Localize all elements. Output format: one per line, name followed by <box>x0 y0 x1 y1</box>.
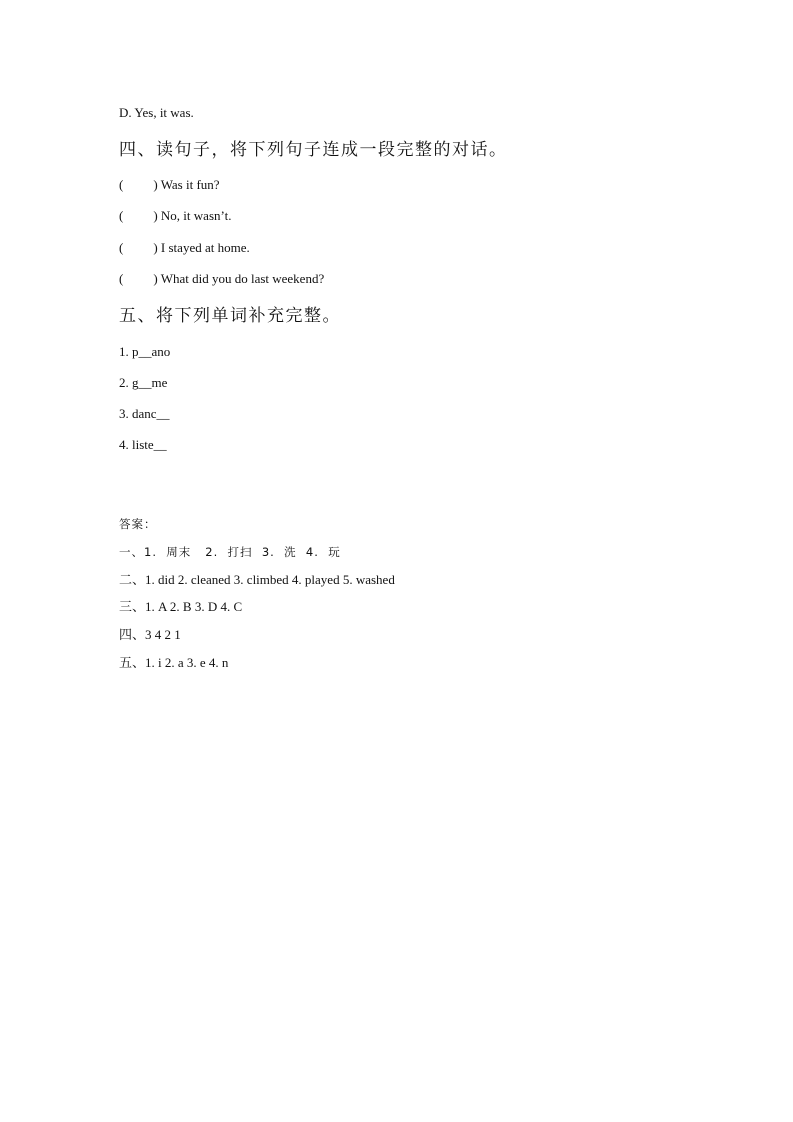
answer-line-5: 五、1. i 2. a 3. e 4. n <box>119 655 229 670</box>
word-item-3: 3. danc__ <box>119 406 170 421</box>
dialogue-item-1 <box>119 177 220 193</box>
dialogue-text: ) No, it wasn’t. <box>153 208 232 223</box>
dialogue-text: ) What did you do last weekend? <box>153 271 325 286</box>
word-item-4: 4. liste__ <box>119 437 167 452</box>
open-paren: ( <box>119 208 124 223</box>
answer-line-4: 四、3 4 2 1 <box>119 627 181 642</box>
dialogue-text: ) I stayed at home. <box>153 240 250 255</box>
word-item-2: 2. g__me <box>119 375 168 390</box>
open-paren: ( <box>119 271 124 286</box>
dialogue-item-3 <box>119 240 250 256</box>
dialogue-text: ) Was it fun? <box>153 177 220 192</box>
answer-line-2: 二、1. did 2. cleaned 3. climbed 4. played 5. washed <box>119 572 395 587</box>
answer-line-1: 一、1. 周末 2. 打扫 3. 洗 4. 玩 <box>119 545 341 559</box>
section-4-heading: 四、读句子，将下列句子连成一段完整的对话。 <box>119 140 508 160</box>
word-item-1: 1. p__ano <box>119 344 171 359</box>
dialogue-item-4 <box>119 271 324 287</box>
open-paren: ( <box>119 177 124 192</box>
answers-title: 答案： <box>119 517 157 531</box>
option-d: D. Yes, it was. <box>119 105 194 120</box>
section-5-heading: 五、将下列单词补充完整。 <box>119 306 341 326</box>
open-paren: ( <box>119 240 124 255</box>
answer-line-3: 三、1. A 2. B 3. D 4. C <box>119 599 243 614</box>
dialogue-item-2 <box>119 208 231 224</box>
